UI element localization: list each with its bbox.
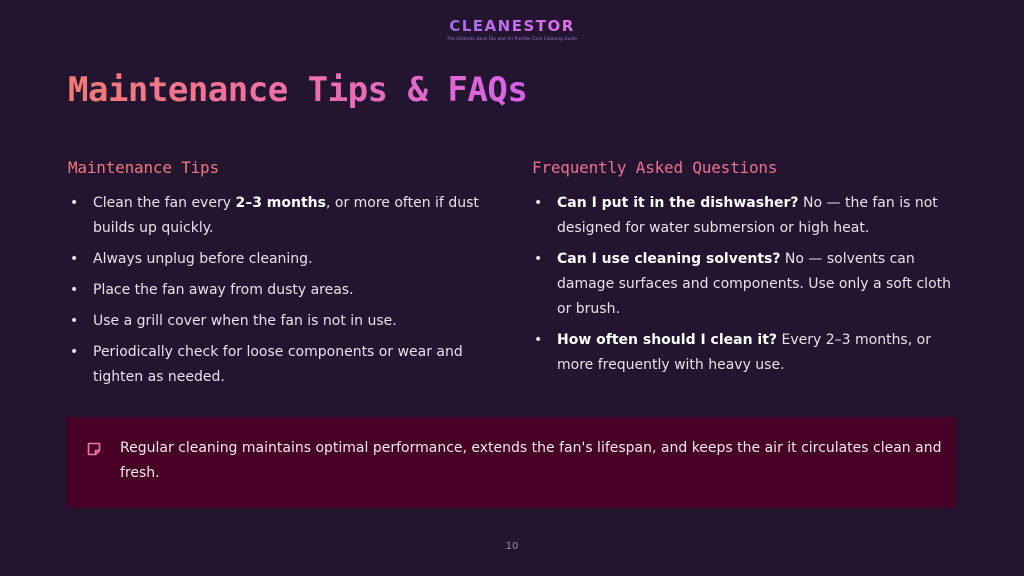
page-title: Maintenance Tips & FAQs xyxy=(68,70,528,110)
faq-answer: No — solvents can damage surfaces and components. Use only a soft cloth or brush. xyxy=(557,251,951,317)
faq-question: Can I put it in the dishwasher? xyxy=(557,195,799,211)
tip-text: Place the fan away from dusty areas. xyxy=(93,282,354,298)
faq-answer: Every 2–3 months, or more frequently with heavy use. xyxy=(557,332,931,373)
list-item: • Can I use cleaning solvents? No — solvents can damage surfaces and components. Use only a soft cloth or brush. xyxy=(534,251,951,317)
list-item: • Use a grill cover when the fan is not in use. xyxy=(70,313,397,329)
maintenance-tips-heading: Maintenance Tips xyxy=(68,158,219,177)
list-item: • Periodically check for loose components or wear and tighten as needed. xyxy=(70,344,463,385)
summary-callout xyxy=(67,417,956,508)
callout-text: Regular cleaning maintains optimal performance, extends the fan's lifespan, and keeps the air it circulates clean and fresh. xyxy=(120,440,942,481)
brand-logo xyxy=(0,16,1024,41)
brand-tagline: The Ultimate Desk Fan and Air Purifier Care Cleaning Guide xyxy=(446,36,578,41)
tip-text: Always unplug before cleaning. xyxy=(93,251,313,267)
maintenance-tips-section xyxy=(68,158,498,396)
maintenance-tips-list xyxy=(68,191,498,390)
faq-answer: No — the fan is not designed for water submersion or high heat. xyxy=(557,195,938,236)
faq-heading: Frequently Asked Questions xyxy=(532,158,778,177)
list-item: • How often should I clean it? Every 2–3 months, or more frequently with heavy use. xyxy=(534,332,931,373)
faq-question: Can I use cleaning solvents? xyxy=(557,251,781,267)
tip-emphasis: 2–3 months xyxy=(235,195,326,211)
tip-text: Use a grill cover when the fan is not in use. xyxy=(93,313,397,329)
faq-section xyxy=(532,158,962,384)
faq-list xyxy=(532,191,962,378)
list-item: • Can I put it in the dishwasher? No — the fan is not designed for water submersion or high heat. xyxy=(534,195,938,236)
list-item: • Place the fan away from dusty areas. xyxy=(70,282,354,298)
tip-text: , or more often if dust builds up quickly. xyxy=(93,195,479,236)
page-number: 10 xyxy=(505,541,519,552)
brand-name: CLEANESTOR xyxy=(449,17,575,35)
faq-question: How often should I clean it? xyxy=(557,332,778,348)
note-icon xyxy=(87,441,101,455)
list-item: • Clean the fan every 2–3 months, or more often if dust builds up quickly. xyxy=(70,195,479,236)
tip-text: Periodically check for loose components or wear and tighten as needed. xyxy=(93,344,463,385)
tip-text: Clean the fan every xyxy=(93,195,236,211)
list-item: • Always unplug before cleaning. xyxy=(70,251,313,267)
